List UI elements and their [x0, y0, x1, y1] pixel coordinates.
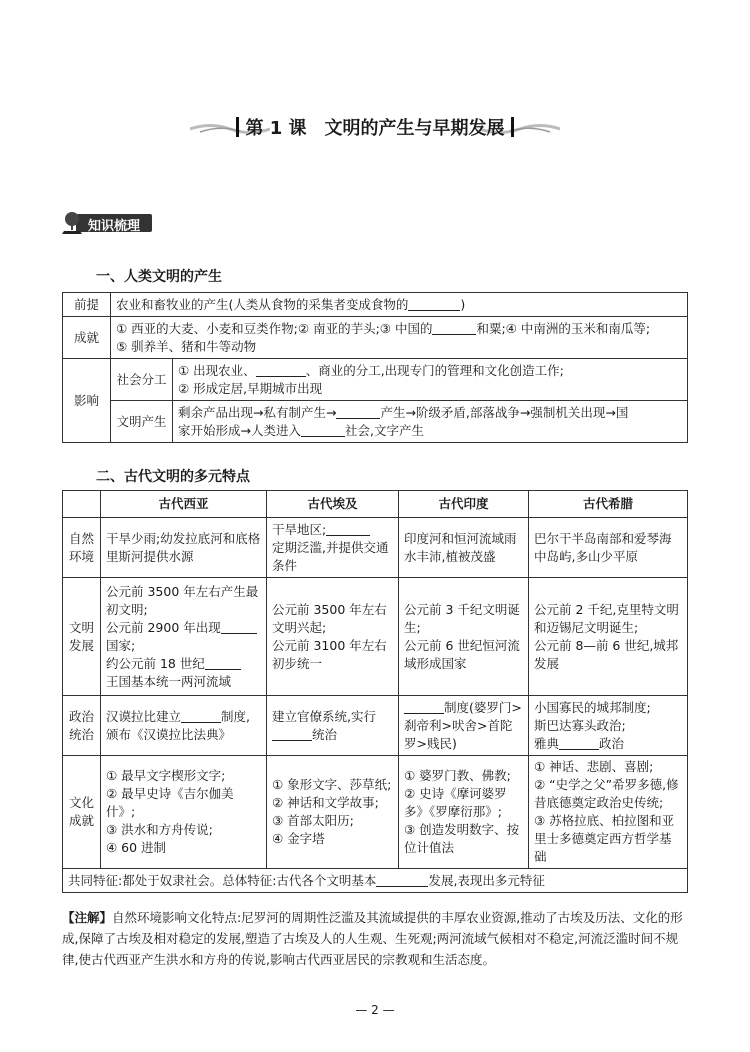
- section-badge: [62, 211, 152, 235]
- table-cell: [529, 756, 688, 869]
- page-number: — 2 —: [355, 1003, 395, 1017]
- table-row: [63, 401, 688, 443]
- table-row: [63, 578, 688, 696]
- cell-text: ② 形成定居,早期城市出现: [178, 380, 323, 396]
- fill-blank[interactable]: [181, 710, 221, 723]
- column-header: 古代印度: [399, 491, 529, 518]
- cell-text: 发展,表现出多元特征: [428, 872, 545, 888]
- table-cell: [111, 293, 688, 317]
- table-cell: [529, 578, 688, 696]
- fill-blank[interactable]: [221, 621, 257, 634]
- row-label: [63, 518, 101, 578]
- civilization-origin-table: [62, 292, 688, 443]
- cell-text: 政治: [599, 735, 625, 751]
- cell-text: 建立官僚系统,实行: [272, 708, 376, 724]
- list-item: ② “史学之父”希罗多德,修昔底德奠定政治史传统;: [534, 777, 679, 810]
- table-cell: [399, 578, 529, 696]
- fill-blank[interactable]: [256, 364, 306, 377]
- cell-text: 公元前 2 千纪,克里特文明和迈锡尼文明诞生;: [534, 601, 679, 635]
- table-cell: 印度河和恒河流域雨水丰沛,植被茂盛: [399, 518, 529, 578]
- cell-text: 公元前 3 千纪文明诞生;: [404, 601, 520, 635]
- row-label-line: 文化: [68, 795, 94, 810]
- column-header: 古代西亚: [101, 491, 267, 518]
- list-item: ① 象形文字、莎草纸;: [272, 777, 392, 792]
- list-item: ③ 首部太阳历;: [272, 813, 354, 828]
- section2-heading: 二、古代文明的多元特点: [96, 469, 250, 485]
- note-tag: 【注解】: [62, 910, 113, 925]
- title-bar-left: [236, 117, 239, 137]
- list-item: ① 婆罗门教、佛教;: [404, 768, 511, 783]
- fill-blank[interactable]: [205, 657, 241, 670]
- row-label: [63, 696, 101, 756]
- fill-blank[interactable]: [432, 322, 476, 335]
- table-cell: [173, 359, 688, 401]
- common-features-cell: [63, 869, 688, 893]
- fill-blank[interactable]: [272, 728, 312, 741]
- fill-blank[interactable]: [336, 406, 380, 419]
- table-cell: [267, 756, 399, 869]
- fill-blank[interactable]: [408, 298, 460, 311]
- list-item: ③ 创造发明数字、按位计值法: [404, 822, 520, 855]
- column-header: 古代埃及: [267, 491, 399, 518]
- cell-text: ⑤ 驯养羊、猪和牛等动物: [116, 338, 257, 354]
- table-cell: [101, 756, 267, 869]
- row-label-line: 环境: [68, 548, 94, 564]
- row-label: 影响: [63, 359, 111, 443]
- cell-text: 家开始形成→人类进入: [178, 422, 301, 438]
- tree-book-icon: [62, 211, 88, 235]
- cell-text: 公元前 6 世纪恒河流域形成国家: [404, 637, 520, 671]
- cell-text: 制度,颁布《汉谟拉比法典》: [106, 708, 250, 742]
- cell-text: 约公元前 18 世纪: [106, 655, 205, 671]
- row-label-line: 成就: [68, 813, 94, 828]
- ancient-civilizations-table: [62, 490, 688, 893]
- row-label: 成就: [63, 317, 111, 359]
- table-cell: [101, 578, 267, 696]
- fill-blank[interactable]: [376, 874, 428, 887]
- row-label-line: 发展: [68, 637, 94, 653]
- table-row: [63, 317, 688, 359]
- row-label-line: 自然: [68, 530, 94, 546]
- cell-text: 公元前 2900 年出现: [106, 619, 221, 635]
- table-cell: [399, 756, 529, 869]
- lesson-title-banner: [190, 108, 560, 148]
- list-item: ① 神话、悲剧、喜剧;: [534, 759, 654, 774]
- cell-text: 农业和畜牧业的产生(人类从食物的采集者变成食物的: [116, 296, 409, 312]
- sub-row-label: 文明产生: [111, 401, 173, 443]
- cell-text: 公元前 3500 年左右产生最初文明;: [106, 583, 259, 617]
- cell-text: 公元前 3100 年左右初步统一: [272, 637, 387, 671]
- row-label-line: 统治: [68, 726, 94, 742]
- table-row: [63, 696, 688, 756]
- list-item: ④ 金字塔: [272, 831, 325, 846]
- fill-blank[interactable]: [404, 701, 444, 714]
- list-item: ② 史诗《摩诃婆罗多》《罗摩衍那》;: [404, 786, 507, 819]
- table-header-row: [63, 491, 688, 518]
- cell-text: 王国基本统一两河流域: [106, 673, 232, 689]
- cell-text: 雅典: [534, 735, 560, 751]
- cell-text: 干旱地区;: [272, 521, 327, 537]
- page-title-text: 第 1 课 文明的产生与早期发展: [245, 118, 505, 139]
- list-item: ① 最早文字楔形文字;: [106, 768, 226, 783]
- section1-heading: 一、人类文明的产生: [96, 269, 222, 285]
- list-item: ③ 苏格拉底、柏拉图和亚里士多德奠定西方哲学基础: [534, 813, 675, 864]
- list-item: ③ 洪水和方舟传说;: [106, 822, 213, 837]
- table-cell: [267, 696, 399, 756]
- cell-text: 产生→阶级矛盾,部落战争→强制机关出现→国: [380, 404, 629, 420]
- cell-text: 共同特征:都处于奴隶社会。总体特征:古代各个文明基本: [68, 872, 377, 888]
- row-label: [63, 578, 101, 696]
- row-label-line: 政治: [68, 708, 94, 724]
- cell-text: 国家;: [106, 637, 136, 653]
- table-cell: 干旱少雨;幼发拉底河和底格里斯河提供水源: [101, 518, 267, 578]
- note-text: 自然环境影响文化特点:尼罗河的周期性泛滥及其流域提供的丰厚农业资源,推动了古埃及历法、文化的形成,保障了古埃及相对稳定的发展,塑造了古埃及人的人生观、生死观;两河流域气候相对不稳定,河流泛滥时间不规律,使古代西亚产生洪水和方舟的传说,影响古代西亚居民的宗教观和生活态度。: [62, 910, 683, 967]
- cell-text: 剩余产品出现→私有制产生→: [178, 404, 337, 420]
- cell-text: 和粟;④ 中南洲的玉米和南瓜等;: [476, 320, 651, 336]
- fill-blank[interactable]: [301, 424, 345, 437]
- table-row: [63, 518, 688, 578]
- cell-text: 社会,文字产生: [344, 422, 424, 438]
- cell-text: ① 出现农业、: [178, 362, 256, 378]
- cell-text: 公元前 8—前 6 世纪,城邦发展: [534, 637, 679, 671]
- cell-text: 、商业的分工,出现专门的管理和文化创造工作;: [305, 362, 564, 378]
- table-cell: [173, 401, 688, 443]
- cell-text: 制度(婆罗门>刹帝利>吠舍>首陀罗>贱民): [404, 699, 522, 751]
- fill-blank[interactable]: [559, 737, 599, 750]
- cell-text: 统治: [312, 726, 338, 742]
- row-label: [63, 756, 101, 869]
- annotation-note: [62, 907, 692, 970]
- table-row: [63, 293, 688, 317]
- table-cell: [267, 518, 399, 578]
- table-cell: [101, 696, 267, 756]
- table-row: [63, 756, 688, 869]
- cell-text: ① 西亚的大麦、小麦和豆类作物;② 南亚的芋头;③ 中国的: [116, 320, 433, 336]
- fill-blank[interactable]: [326, 523, 370, 536]
- table-cell: [267, 578, 399, 696]
- page-title: [220, 114, 530, 140]
- table-row: [63, 359, 688, 401]
- table-cell: 巴尔干半岛南部和爱琴海中岛屿,多山少平原: [529, 518, 688, 578]
- table-cell: [111, 317, 688, 359]
- table-cell: [399, 696, 529, 756]
- row-label-line: 文明: [68, 619, 94, 635]
- table-cell: [529, 696, 688, 756]
- row-label: 前提: [63, 293, 111, 317]
- list-item: ④ 60 进制: [106, 840, 167, 855]
- table-row: [63, 869, 688, 893]
- cell-text: 小国寡民的城邦制度;: [534, 699, 651, 715]
- list-item: ② 最早史诗《吉尔伽美什》;: [106, 786, 234, 819]
- cell-text: 汉谟拉比建立: [106, 708, 182, 724]
- badge-label: 知识梳理: [88, 219, 141, 234]
- cell-text: ): [460, 296, 466, 312]
- title-bar-right: [511, 117, 514, 137]
- list-item: ② 神话和文学故事;: [272, 795, 379, 810]
- cell-text: 定期泛滥,并提供交通条件: [272, 539, 389, 573]
- cell-text: 公元前 3500 年左右文明兴起;: [272, 601, 387, 635]
- header-empty: [63, 491, 101, 518]
- column-header: 古代希腊: [529, 491, 688, 518]
- sub-row-label: 社会分工: [111, 359, 173, 401]
- cell-text: 斯巴达寡头政治;: [534, 717, 626, 733]
